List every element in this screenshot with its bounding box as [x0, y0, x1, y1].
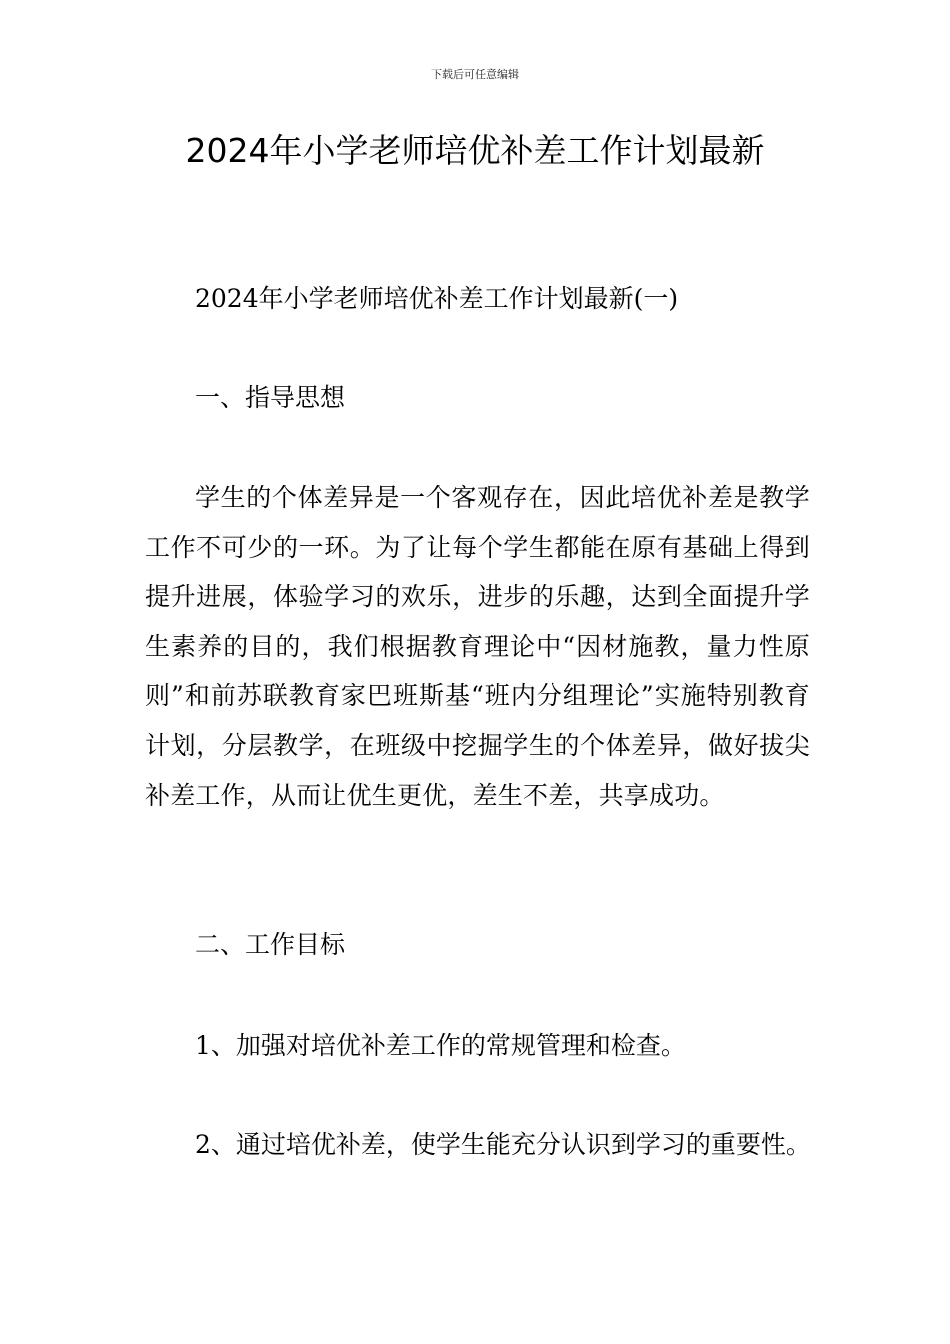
section-heading-work-goals: 二、工作目标: [195, 930, 346, 959]
section-heading-guiding-ideology: 一、指导思想: [195, 383, 346, 412]
work-goal-item: 1、加强对培优补差工作的常规管理和检查。: [195, 1031, 686, 1060]
document-subtitle: 2024年小学老师培优补差工作计划最新(一): [195, 284, 679, 313]
header-note: 下载后可任意编辑: [431, 68, 519, 81]
document-title: 2024年小学老师培优补差工作计划最新: [185, 131, 765, 170]
work-goal-item: 2、通过培优补差，使学生能充分认识到学习的重要性。: [195, 1130, 811, 1159]
guiding-ideology-paragraph: 学生的个体差异是一个客观存在，因此培优补差是教学工作不可少的一环。为了让每个学生都能在原有基础上得到提升进展，体验学习的欢乐，进步的乐趣，达到全面提升学生素养的目的，我们根据教育理论中“因材施教，量力性原则”和前苏联教育家巴班斯基“班内分组理论”实施特别教育计划，分层教学，在班级中挖掘学生的个体差异，做好拔尖补差工作，从而让优生更优，差生不差，共享成功。: [145, 483, 810, 810]
